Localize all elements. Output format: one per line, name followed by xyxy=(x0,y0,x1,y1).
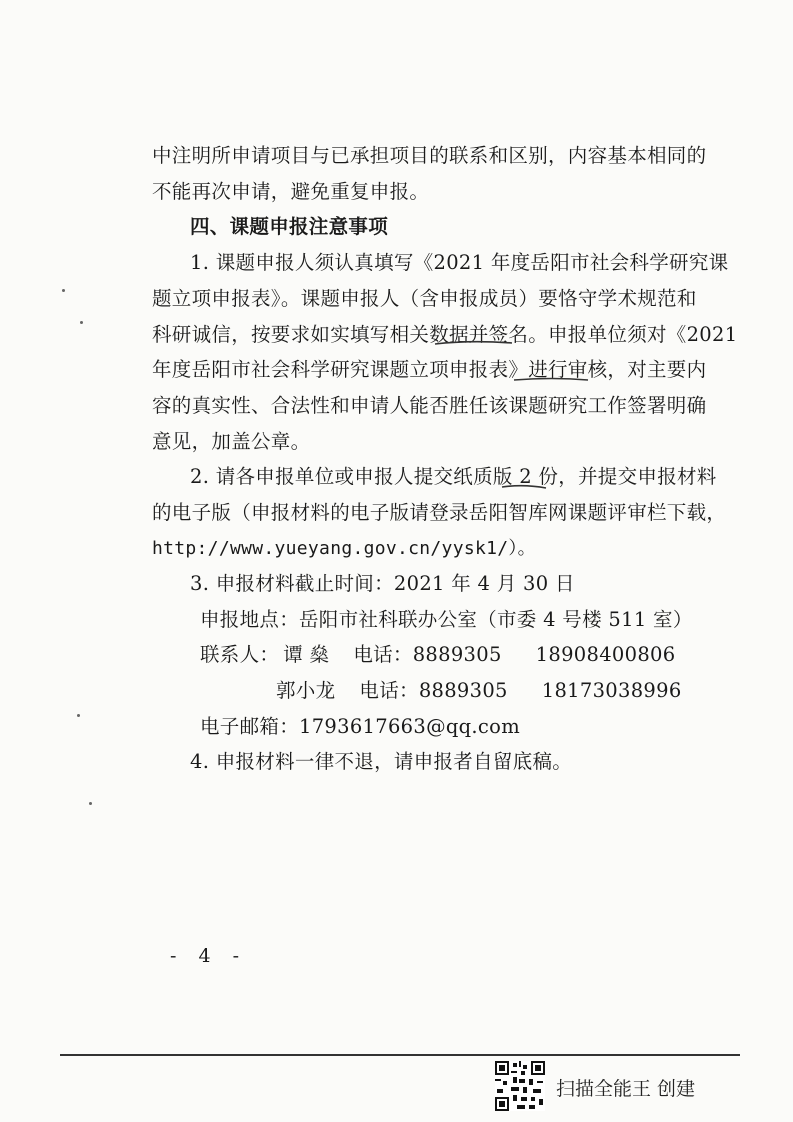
page-number: - 4 - xyxy=(170,945,248,967)
item-1-line: 容的真实性、合法性和申请人能否胜任该课题研究工作签署明确 xyxy=(152,394,707,417)
footer-divider xyxy=(60,1054,740,1056)
item-2-line: 的电子版（申报材料的电子版请登录岳阳智库网课题评审栏下载， xyxy=(152,501,727,524)
mobile-number: 18908400806 xyxy=(535,643,676,666)
phone-number: 8889305 xyxy=(412,643,502,666)
qr-code-icon xyxy=(495,1060,545,1112)
section-heading: 四、课题申报注意事项 xyxy=(190,215,389,238)
item-1-line: 1. 课题申报人须认真填写《2021 年度岳阳市社会科学研究课 xyxy=(190,251,729,274)
phone-label: 电话： xyxy=(353,643,413,666)
item-1-line: 科研诚信，按要求如实填写相关数据并签名。申报单位须对《2021 xyxy=(152,323,738,346)
item-1-line: 年度岳阳市社会科学研究课题立项申报表》进行审核，对主要内 xyxy=(152,358,707,381)
scan-speck xyxy=(89,802,92,805)
item-1-line: 意见，加盖公章。 xyxy=(152,430,311,453)
item-1-line: 题立项申报表》。课题申报人（含申报成员）要恪守学术规范和 xyxy=(152,287,697,310)
contact-label: 联系人： xyxy=(200,643,280,666)
item-3-line: 3. 申报材料截止时间：2021 年 4 月 30 日 xyxy=(190,572,575,595)
scan-speck xyxy=(62,289,65,292)
contact-name: 郭小龙 xyxy=(276,679,336,702)
item-2-line: 2. 请各申报单位或申报人提交纸质版 2 份，并提交申报材料 xyxy=(190,465,717,488)
paragraph-line: 不能再次申请，避免重复申报。 xyxy=(152,180,430,203)
email-line: 电子邮箱：1793617663@qq.com xyxy=(200,715,520,738)
url-line: http://www.yueyang.gov.cn/yysk1/）。 xyxy=(152,538,536,559)
scan-speck xyxy=(80,321,83,324)
item-4-line: 4. 申报材料一律不退，请申报者自留底稿。 xyxy=(190,750,573,773)
phone-number: 8889305 xyxy=(418,679,508,702)
mobile-number: 18173038996 xyxy=(541,679,682,702)
phone-label: 电话： xyxy=(359,679,419,702)
contact-name: 谭 燊 xyxy=(283,643,330,666)
scanner-watermark: 扫描全能王 创建 xyxy=(556,1078,696,1100)
scan-speck xyxy=(77,714,80,717)
location-line: 申报地点：岳阳市社科联办公室（市委 4 号楼 511 室） xyxy=(200,608,693,631)
paragraph-line: 中注明所申请项目与已承担项目的联系和区别，内容基本相同的 xyxy=(152,144,707,167)
